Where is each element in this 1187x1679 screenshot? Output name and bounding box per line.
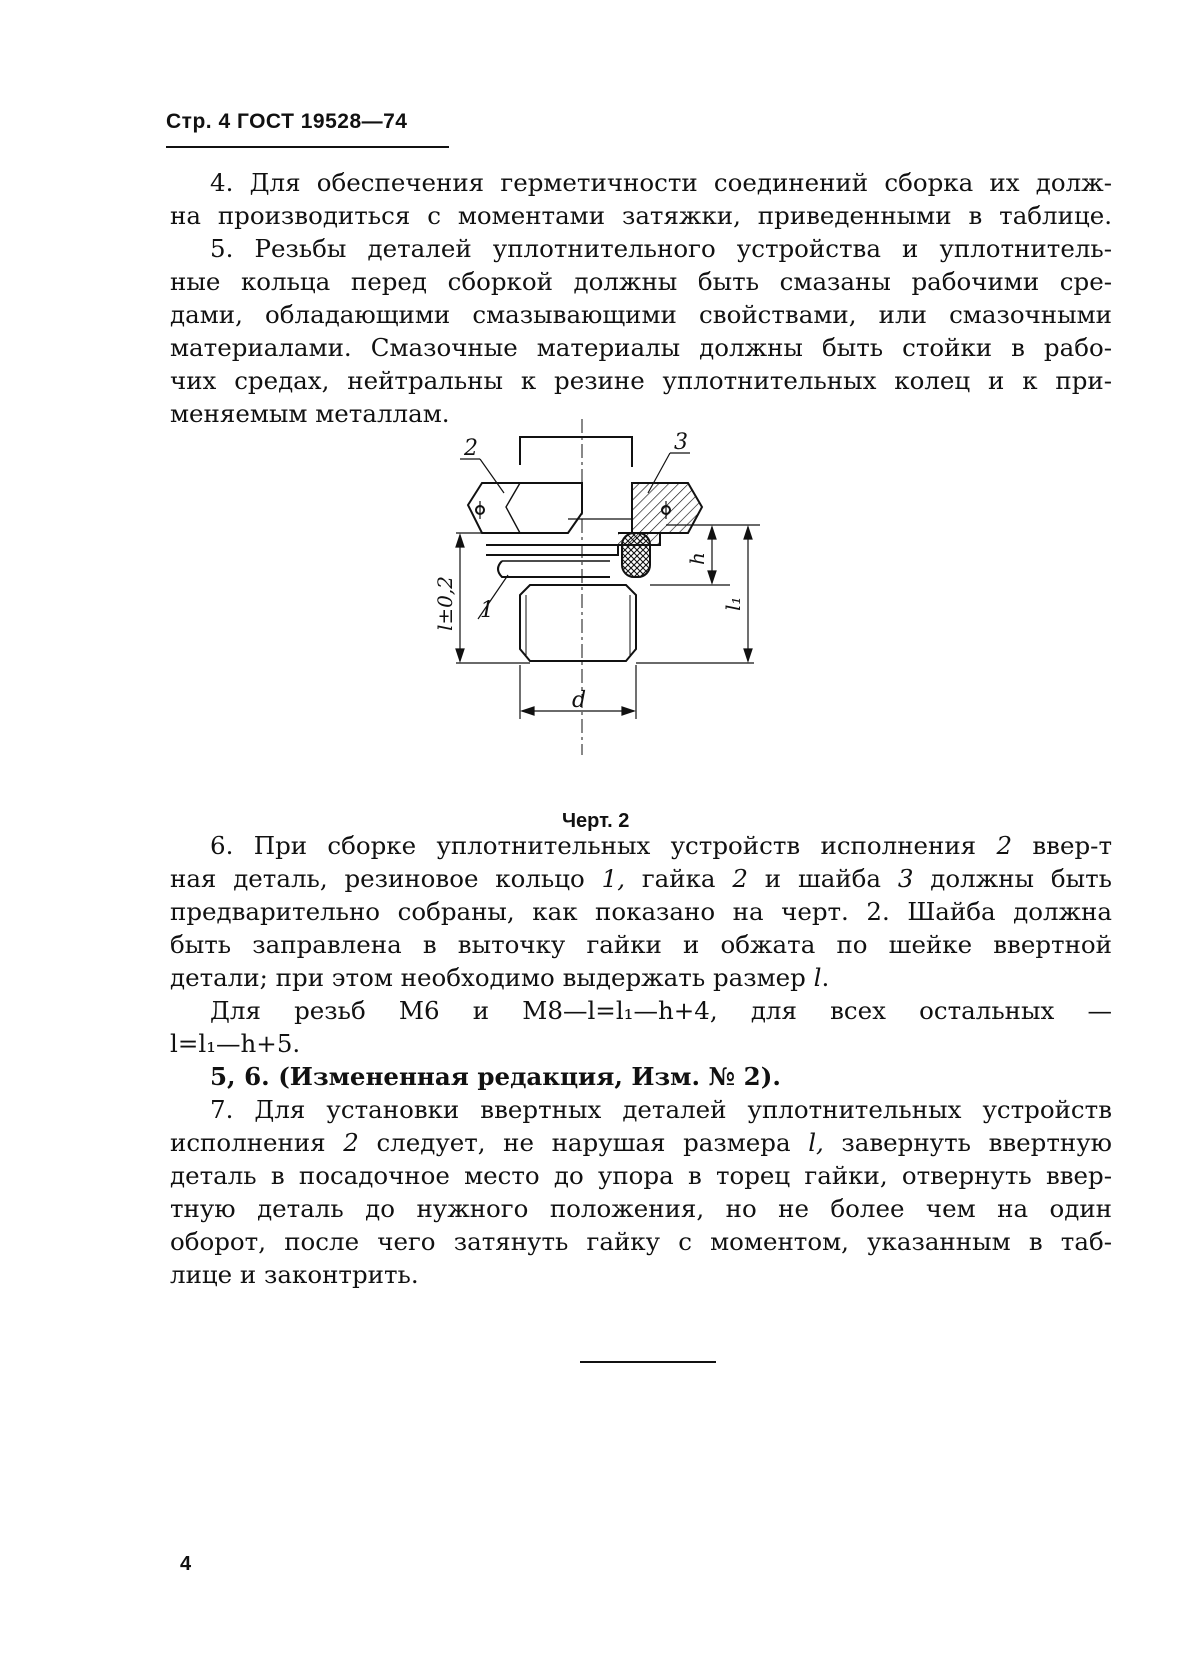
leader-2 — [480, 459, 504, 493]
arrow-l-top — [456, 535, 464, 547]
header-rule — [166, 146, 449, 148]
p6-l2-d: должны быть — [913, 864, 1113, 893]
p7-line-6: лице и законтрить. — [170, 1260, 419, 1289]
assembly-drawing — [430, 415, 830, 775]
washer — [486, 545, 618, 555]
o-ring-section — [622, 533, 650, 577]
arrow-l1-top — [744, 527, 752, 539]
dim-label-d: d — [572, 688, 587, 713]
end-rule — [580, 1361, 716, 1363]
formula-line-1: Для резьб М6 и М8—l=l₁—h+4, для всех остальных — — [210, 996, 1112, 1025]
p6-line-2 — [170, 862, 1112, 895]
callout-nut: 2 — [464, 436, 478, 461]
o-ring-profile — [498, 561, 610, 577]
p4-line-2: на производиться с моментами затяжки, приведенными в таблице. — [170, 201, 1112, 230]
p6-l2-n2: 2 — [732, 864, 748, 893]
p4-line-1: 4. Для обеспечения герметичности соединений сборка их долж- — [210, 168, 1112, 197]
arrow-d-left — [522, 707, 534, 715]
p7-line-1: 7. Для установки ввертных деталей уплотнительных устройств — [210, 1095, 1112, 1124]
nut-left — [468, 483, 582, 533]
paragraphs-4-5 — [170, 166, 1112, 430]
arrow-l-bottom — [456, 649, 464, 661]
p7-l2-b: следует, не нарушая размера — [358, 1128, 809, 1157]
amendment-note: 5, 6. (Измененная редакция, Изм. № 2). — [210, 1062, 781, 1091]
p6-l2-n1: 1, — [601, 864, 625, 893]
dim-label-h: h — [685, 552, 709, 565]
dim-label-l: l±0,2 — [433, 576, 457, 631]
p5-line-6: меняемым металлам. — [170, 399, 450, 428]
callout-ring: 1 — [480, 598, 494, 623]
p6-l2-n3: 3 — [897, 864, 914, 893]
p6-l5-after: . — [821, 963, 830, 992]
arrow-l1-bottom — [744, 649, 752, 661]
p6-l5-before: детали; при этом необходимо выдержать размер — [170, 963, 814, 992]
p7-l2-num: 2 — [343, 1128, 359, 1157]
p6-l5-var: l — [813, 963, 822, 992]
page-number: 4 — [180, 1553, 192, 1575]
p6-l1-tail: т — [1098, 831, 1112, 860]
p7-line-4: тную деталь до нужного положения, но не более чем на один — [170, 1194, 1112, 1223]
threaded-stem — [520, 585, 636, 661]
p6-l2-c: и шайба — [747, 864, 898, 893]
p6-line-3: предварительно собраны, как показано на черт. 2. Шайба должна — [170, 897, 1112, 926]
p5-line-5: чих средах, нейтральны к резине уплотнительных колец и к при- — [170, 366, 1112, 395]
formula-line-2: l=l₁—h+5. — [170, 1029, 301, 1058]
p6-l2-b: гайка — [625, 864, 733, 893]
p7-l2-var: l, — [808, 1128, 824, 1157]
p6-l1-num: 2 — [996, 831, 1013, 860]
arrow-h-top — [708, 527, 716, 539]
p7-l2-c: завернуть ввертную — [823, 1128, 1112, 1157]
p7-line-2 — [170, 1126, 1112, 1159]
paragraphs-6-7 — [170, 829, 1112, 1291]
p7-line-5: оборот, после чего затянуть гайку с моментом, указанным в таб- — [170, 1227, 1112, 1256]
p6-l2-a: ная деталь, резиновое кольцо — [170, 864, 602, 893]
p6-l1-before: 6. При сборке уплотнительных устройств исполнения — [210, 831, 997, 860]
fitting-top — [520, 437, 632, 467]
dim-label-l1: l₁ — [721, 596, 745, 611]
arrow-h-bottom — [708, 571, 716, 583]
p7-line-3: деталь в посадочное место до упора в торец гайки, отвернуть ввер- — [170, 1161, 1112, 1190]
p7-l2-a: исполнения — [170, 1128, 344, 1157]
p5-line-2: ные кольца перед сборкой должны быть смазаны рабочими сре- — [170, 267, 1112, 296]
nut-edge — [506, 483, 520, 533]
callout-washer: 3 — [674, 430, 688, 455]
p6-line-1 — [170, 829, 1112, 862]
page-header: Стр. 4 ГОСТ 19528—74 — [166, 110, 408, 133]
p6-line-4: быть заправлена в выточку гайки и обжата по шейке ввертной — [170, 930, 1112, 959]
p5-line-1: 5. Резьбы деталей уплотнительного устройства и уплотнитель- — [210, 234, 1112, 263]
p6-line-5 — [170, 961, 1112, 994]
p6-l1-after: ввер- — [1012, 831, 1099, 860]
figure-caption: Черт. 2 — [562, 810, 630, 832]
p5-line-4: материалами. Смазочные материалы должны быть стойки в рабо- — [170, 333, 1112, 362]
p5-line-3: дами, обладающими смазывающими свойствами, или смазочными — [170, 300, 1112, 329]
arrow-d-right — [622, 707, 634, 715]
